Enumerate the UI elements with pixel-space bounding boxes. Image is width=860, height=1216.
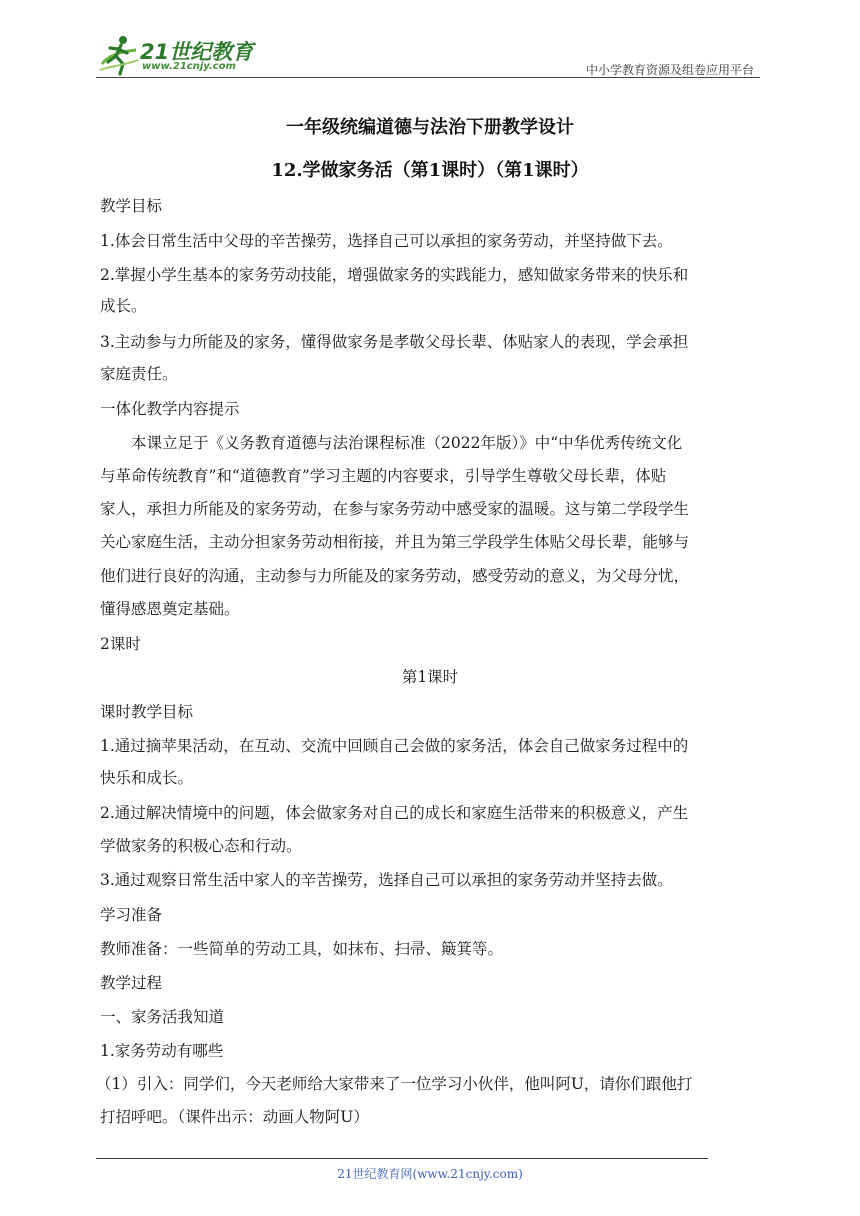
lesson-objective-1-cont: 快乐和成长。: [100, 769, 194, 787]
logo-url: www.21cnjy.com: [142, 61, 236, 72]
lesson-heading: 第1课时: [401, 668, 459, 686]
platform-name: 中小学教育资源及组卷应用平台: [585, 63, 754, 77]
section-heading-preparation: 学习准备: [100, 906, 163, 924]
section-heading-process: 教学过程: [100, 974, 163, 992]
footer-divider: [96, 1158, 708, 1159]
lesson-objective-1: 1.通过摘苹果活动，在互动、交流中回顾自己会做的家务活，体会自己做家务过程中的: [100, 737, 689, 755]
paragraph-line: 家人，承担力所能及的家务劳动，在参与家务劳动中感受家的温暖。这与第二学段学生: [100, 500, 690, 518]
lesson-objective-3: 3.通过观察日常生活中家人的辛苦操劳，选择自己可以承担的家务劳动并坚持去做。: [100, 871, 673, 889]
logo: [96, 34, 266, 78]
objective-2-cont: 成长。: [100, 297, 147, 315]
objective-2: 2.掌握小学生基本的家务劳动技能，增强做家务的实践能力，感知做家务带来的快乐和: [100, 266, 689, 284]
section-heading-objectives: 教学目标: [100, 197, 163, 215]
process-step-cont: 打招呼吧。（课件出示：动画人物阿U）: [100, 1108, 369, 1126]
footer-link[interactable]: 21世纪教育网(www.21cnjy.com): [337, 1167, 523, 1181]
objective-3: 3.主动参与力所能及的家务，懂得做家务是孝敬父母长辈、体贴家人的表现，学会承担: [100, 333, 689, 351]
section-heading-lesson-objectives: 课时教学目标: [100, 703, 194, 721]
process-step: （1）引入：同学们，今天老师给大家带来了一位学习小伙伴，他叫阿U，请你们跟他打: [96, 1075, 693, 1093]
section-heading-integration: 一体化教学内容提示: [100, 400, 240, 418]
subsection-heading: 1.家务劳动有哪些: [100, 1042, 224, 1060]
paragraph-line: 本课立足于《义务教育道德与法治课程标准（2022年版）》中“中华优秀传统文化: [131, 434, 683, 452]
teacher-preparation: 教师准备：一些简单的劳动工具，如抹布、扫帚、簸箕等。: [100, 940, 504, 958]
lesson-title: 12.学做家务活（第1课时）（第1课时）: [271, 160, 589, 181]
part-one-heading: 一、家务活我知道: [100, 1008, 225, 1026]
document-title: 一年级统编道德与法治下册教学设计: [286, 117, 574, 138]
header-divider: [96, 77, 760, 78]
logo-text: 21世纪教育: [140, 40, 254, 64]
lesson-objective-2-cont: 学做家务的积极心态和行动。: [100, 837, 302, 855]
paragraph-line: 关心家庭生活，主动分担家务劳动相衔接，并且为第三学段学生体贴父母长辈，能够与: [100, 533, 690, 551]
objective-1: 1.体会日常生活中父母的辛苦操劳，选择自己可以承担的家务劳动，并坚持做下去。: [100, 232, 673, 250]
page-header: [0, 0, 860, 82]
paragraph-line: 懂得感恩奠定基础。: [100, 600, 240, 618]
lesson-objective-2: 2.通过解决情境中的问题，体会做家务对自己的成长和家庭生活带来的积极意义，产生: [100, 804, 689, 822]
runner-logo-icon: [96, 34, 140, 78]
paragraph-line: 他们进行良好的沟通，主动参与力所能及的家务劳动，感受劳动的意义，为父母分忧，: [100, 567, 690, 585]
objective-3-cont: 家庭责任。: [100, 365, 178, 383]
class-hours: 2课时: [100, 635, 141, 653]
paragraph-line: 与革命传统教育”和“道德教育”学习主题的内容要求，引导学生尊敬父母长辈，体贴: [100, 467, 667, 485]
